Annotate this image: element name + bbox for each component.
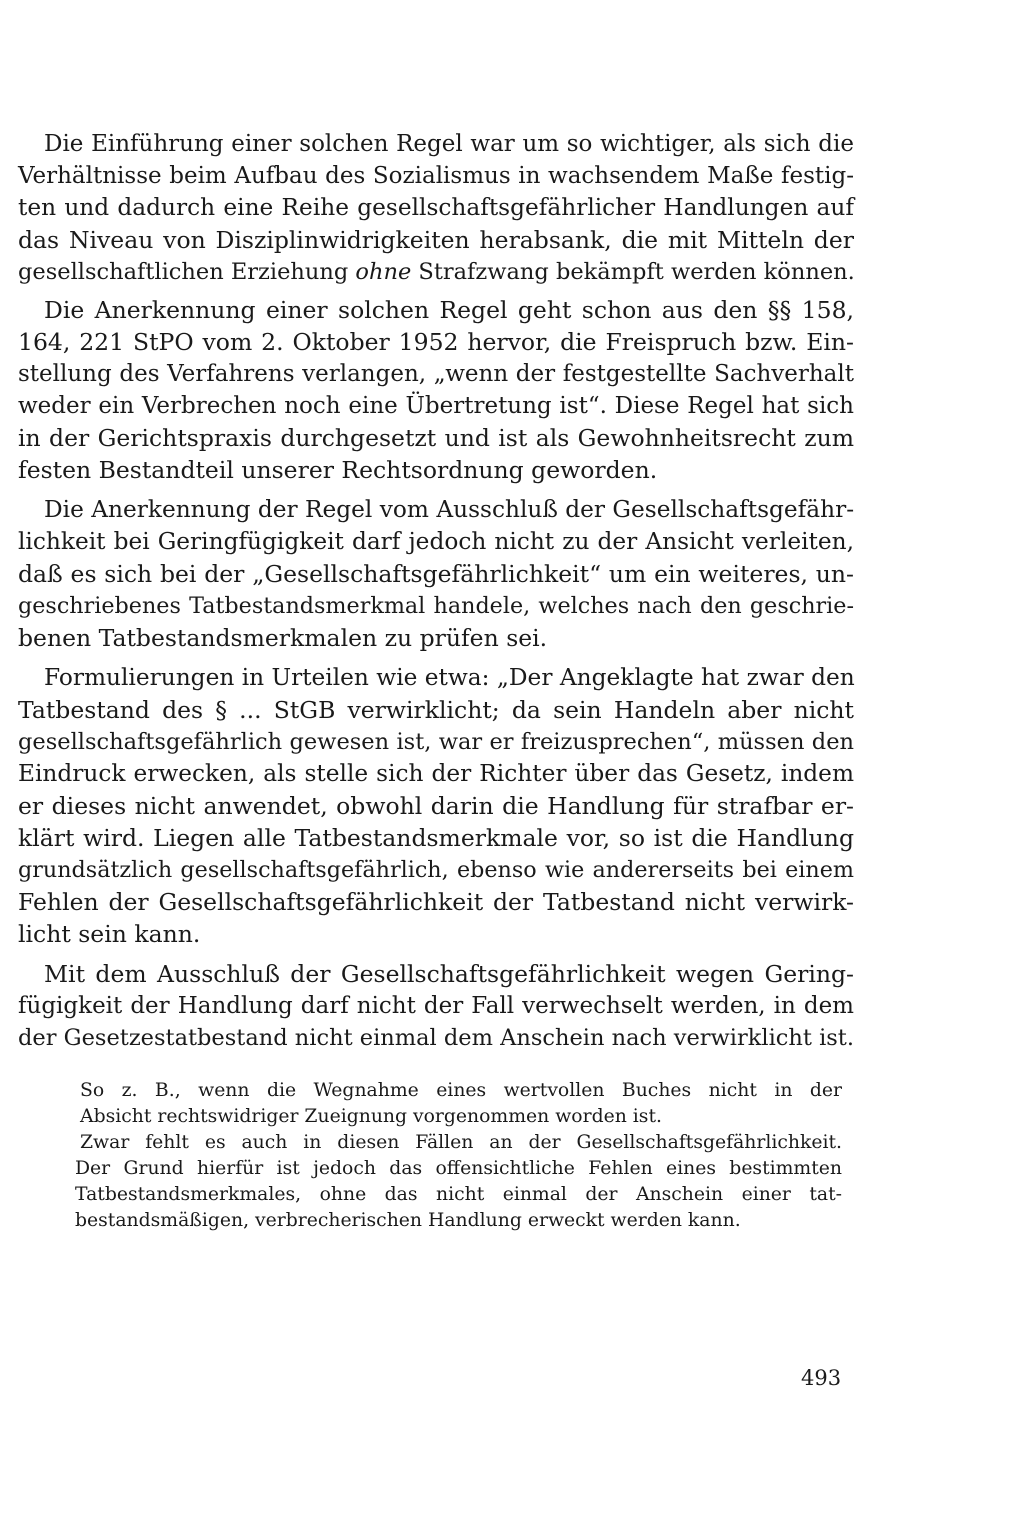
text-line: Fehlen der Gesellschaftsgefährlichkeit der Tatbestand nicht verwirk- xyxy=(18,888,854,916)
text-line: weder ein Verbrechen noch eine Übertretung ist“. Diese Regel hat sich xyxy=(18,393,854,419)
text-line: er dieses nicht anwendet, obwohl darin die Handlung für strafbar er- xyxy=(18,792,854,820)
text-line: Die Anerkennung der Regel vom Ausschluß der Gesellschaftsgefähr- xyxy=(44,496,855,523)
text-line: licht sein kann. xyxy=(18,920,201,948)
text-run: gesellschaftlichen Erziehung xyxy=(18,259,356,285)
text-line: benen Tatbestandsmerkmalen zu prüfen sei. xyxy=(18,624,548,652)
text-line: daß es sich bei der „Gesellschaftsgefährlichkeit“ um ein weiteres, un- xyxy=(18,560,854,588)
note-line: Der Grund hierfür ist jedoch das offensichtliche Fehlen eines bestimmten xyxy=(75,1158,842,1179)
text-line: fügigkeit der Handlung darf nicht der Fall verwechselt werden, in dem xyxy=(18,993,854,1019)
page-number: 493 xyxy=(801,1366,842,1390)
text-line xyxy=(18,256,854,288)
text-line: der Gesetzestatbestand nicht einmal dem Anschein nach verwirklicht ist. xyxy=(18,1025,855,1051)
text-line: in der Gerichtspraxis durchgesetzt und ist als Gewohnheitsrecht zum xyxy=(18,424,854,452)
text-line: Eindruck erwecken, als stelle sich der Richter über das Gesetz, indem xyxy=(18,760,854,787)
note-line: Zwar fehlt es auch in diesen Fällen an der Gesellschaftsgefährlichkeit. xyxy=(80,1132,842,1153)
note-line: Tatbestandsmerkmales, ohne das nicht einmal der Anschein einer tat- xyxy=(75,1184,842,1205)
text-line: festen Bestandteil unserer Rechtsordnung geworden. xyxy=(18,456,658,484)
text-line: Tatbestand des § ... StGB verwirklicht; da sein Handeln aber nicht xyxy=(18,696,854,724)
text-line: Verhältnisse beim Aufbau des Sozialismus in wachsendem Maße festig- xyxy=(18,163,854,189)
text-line: lichkeit bei Geringfügigkeit darf jedoch nicht zu der Ansicht verleiten, xyxy=(18,528,854,555)
text-line: stellung des Verfahrens verlangen, „wenn der festgestellte Sachverhalt xyxy=(18,361,854,387)
text-line: 164, 221 StPO vom 2. Oktober 1952 hervor, die Freispruch bzw. Ein- xyxy=(18,328,854,356)
note-line: Absicht rechtswidriger Zueignung vorgenommen worden ist. xyxy=(80,1106,662,1127)
text-line: Formulierungen in Urteilen wie etwa: „Der Angeklagte hat zwar den xyxy=(44,664,855,691)
note-line: So z. B., wenn die Wegnahme eines wertvollen Buches nicht in der xyxy=(80,1080,842,1101)
text-line: klärt wird. Liegen alle Tatbestandsmerkmale vor, so ist die Handlung xyxy=(18,824,854,852)
text-line: ten und dadurch eine Reihe gesellschaftsgefährlicher Handlungen auf xyxy=(18,194,854,221)
text-line: Die Anerkennung einer solchen Regel geht schon aus den §§ 158, xyxy=(44,296,854,324)
emphasized-word: ohne xyxy=(355,259,412,285)
text-line: gesellschaftsgefährlich gewesen ist, war er freizusprechen“, müssen den xyxy=(18,729,854,755)
text-line: Mit dem Ausschluß der Gesellschaftsgefährlichkeit wegen Gering- xyxy=(44,960,854,988)
text-line: Die Einführung einer solchen Regel war um so wichtiger, als sich die xyxy=(44,131,854,157)
text-line: das Niveau von Disziplinwidrigkeiten herabsank, die mit Mitteln der xyxy=(18,226,854,254)
text-line: grundsätzlich gesellschaftsgefährlich, ebenso wie andererseits bei einem xyxy=(18,857,854,883)
text-line: geschriebenes Tatbestandsmerkmal handele, welches nach den geschrie- xyxy=(18,593,854,619)
note-line: bestandsmäßigen, verbrecherischen Handlung erweckt werden kann. xyxy=(75,1210,741,1231)
text-run: Strafzwang bekämpft werden können. xyxy=(411,259,855,285)
